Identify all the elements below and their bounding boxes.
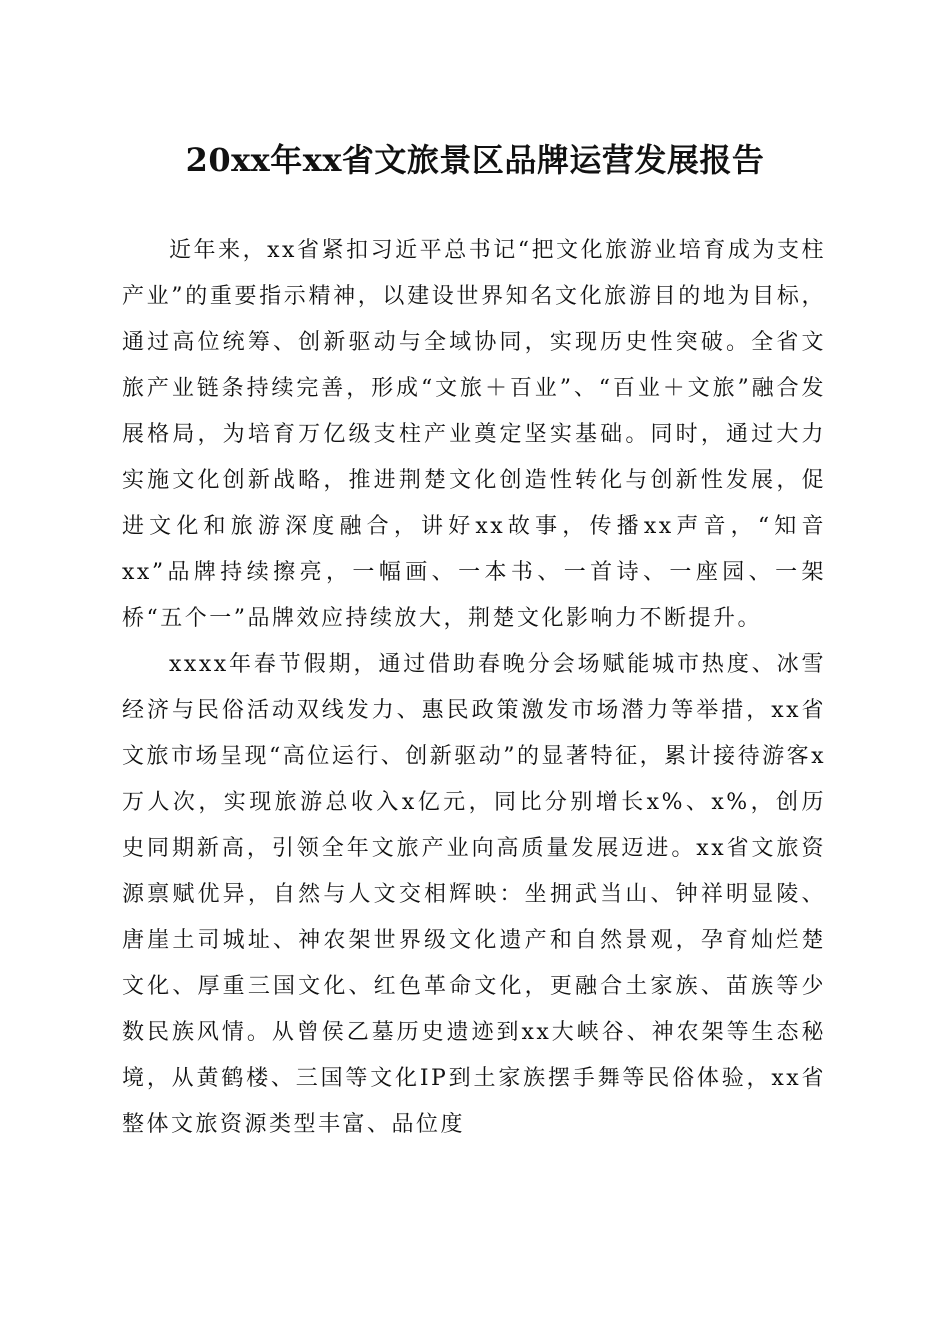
document-title: 20xx年xx省文旅景区品牌运营发展报告	[185, 141, 765, 179]
paragraph-spring-festival: xxxx年春节假期，通过借助春晚分会场赋能城市热度、冰雪经济与民俗活动双线发力、惠民政策激发市场潜力等举措，xx省文旅市场呈现“高位运行、创新驱动”的显著特征，累计接待游客x万人次，实现旅游总收入x亿元，同比分别增长x%、x%，创历史同期新高，引领全年文旅产业向高质量发展迈进。xx省文旅资源禀赋优异，自然与人文交相辉映：坐拥武当山、钟祥明显陵、唐崖土司城址、神农架世界级文化遗产和自然景观，孕育灿烂楚文化、厚重三国文化、红色革命文化，更融合土家族、苗族等少数民族风情。从曾侯乙墓历史遗迹到xx大峡谷、神农架等生态秘境，从黄鹤楼、三国等文化IP到土家族摆手舞等民俗体验，xx省整体文旅资源类型丰富、品位度	[122, 652, 826, 1137]
document-body	[122, 228, 826, 1148]
paragraph-intro: 近年来，xx省紧扣习近平总书记“把文化旅游业培育成为支柱产业”的重要指示精神，以建设世界知名文化旅游目的地为目标，通过高位统筹、创新驱动与全域协同，实现历史性突破。全省文旅产业链条持续完善，形成“文旅＋百业”、“百业＋文旅”融合发展格局，为培育万亿级支柱产业奠定坚实基础。同时，通过大力实施文化创新战略，推进荆楚文化创造性转化与创新性发展，促进文化和旅游深度融合，讲好xx故事，传播xx声音，“知音xx”品牌持续擦亮，一幅画、一本书、一首诗、一座园、一架桥“五个一”品牌效应持续放大，荆楚文化影响力不断提升。	[122, 238, 826, 631]
